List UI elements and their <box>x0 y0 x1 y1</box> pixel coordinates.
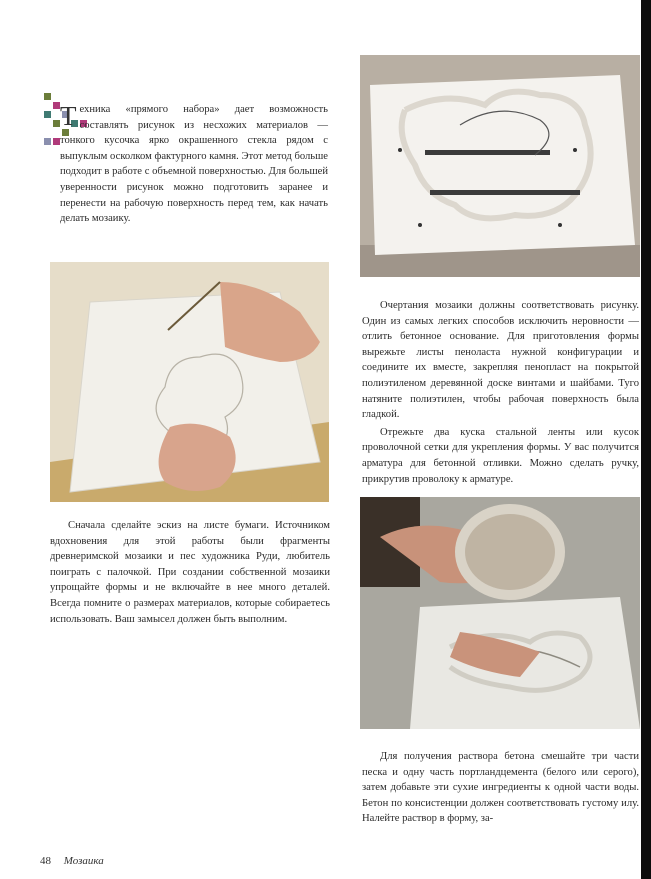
pouring-photo <box>360 497 640 729</box>
drop-cap: Т <box>60 101 77 131</box>
page-edge-shadow <box>641 0 651 879</box>
sketch-caption-text: Сначала сделайте эскиз на листе бумаги. Источником вдохновения для этой работы были фрагменты древнеримской мозаики и пес художника Руди, любитель поиграть с палочкой. При создании собственной мозаики упрощайте формы и не включайте в нее много деталей. Всегда помните о размерах материалов, которые собираетесь использовать. Ваш замысел должен быть выполним. <box>50 520 330 625</box>
mosaic-tile <box>44 138 51 145</box>
mosaic-tile <box>44 111 51 118</box>
intro-text: ехника «прямого набора» дает возможность составлять рисунок из несхожих материалов — тонкого кусочка ярко окрашенного стекла рядом с выпуклым осколком фактурного камня. Этот метод больше подходит в работе с объемной поверхностью. Для большей уверенности рисунок можно подготовить заранее и перенести на рабочую поверхность перед тем, как начать делать мозаику. <box>60 104 328 225</box>
right-column-text <box>362 298 639 487</box>
right-paragraph-2: Отрежьте два куска стальной ленты или кусок проволочной сетки для укрепления формы. У вас получится арматура для бетонной отливки. Можно сделать ручку, прикрутив проволоку к арматуре. <box>362 426 639 485</box>
mosaic-tile <box>44 93 51 100</box>
mosaic-tile <box>53 102 60 109</box>
page-footer <box>40 855 104 867</box>
mould-photo <box>360 55 640 277</box>
page-number: 48 <box>40 855 51 867</box>
concrete-caption-text: Для получения раствора бетона смешайте три части песка и одну часть портландцемента (белого или серого), затем добавьте эти сухие ингредиенты к одной части воды. Бетон по консистенции должен соответствовать густому илу. Налейте раствор в форму, за- <box>362 751 639 825</box>
sketch-photo <box>50 262 329 502</box>
sketch-caption <box>50 518 330 627</box>
mosaic-tile <box>53 138 60 145</box>
mosaic-tile <box>53 120 60 127</box>
right-paragraph-1: Очертания мозаики должны соответствовать рисунку. Один из самых легких способов исключить неровности — отлить бетонное основание. Для приготовления формы вырежьте листы пеноласта нужной конфигурации и соедините их вместе, закрепляя пенопласт на покрытой полиэтиленом деревянной доске винтами и шайбами. Туго натяните полиэтилен, чтобы рабочая поверхность была гладкой. <box>362 300 639 421</box>
running-title: Мозаика <box>63 855 104 867</box>
intro-paragraph <box>60 102 328 227</box>
concrete-caption <box>362 749 639 827</box>
